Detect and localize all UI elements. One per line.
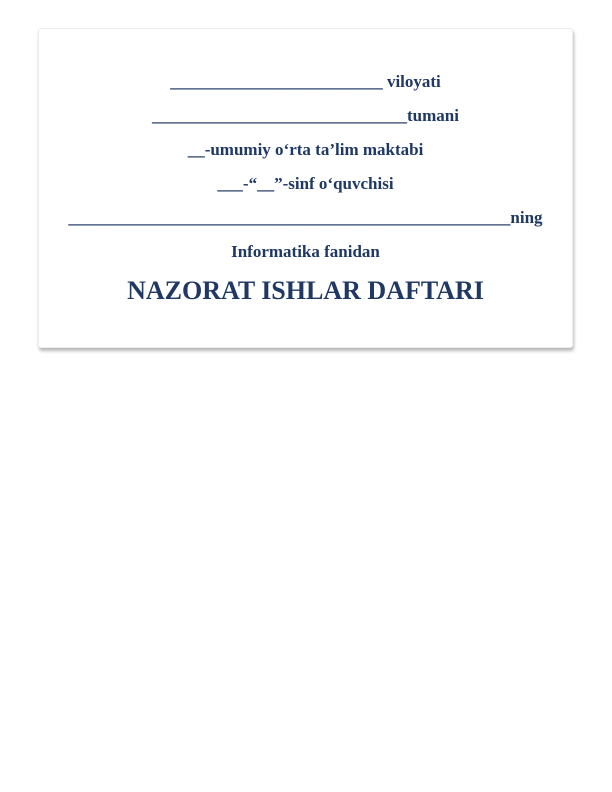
main-title: NAZORAT ISHLAR DAFTARI [127,276,484,305]
student-name-blank-line: ____________________________________________________ning [68,208,543,227]
class-letter-line: ___-“__”-sinf o‘quvchisi [217,174,394,193]
region-blank-line: _________________________ viloyati [170,72,441,91]
subject-line: Informatika fanidan [231,242,380,261]
district-blank-line: ______________________________tumani [152,106,459,125]
school-number-line: __-umumiy o‘rta ta’lim maktabi [187,140,424,159]
notebook-cover-card [38,28,573,348]
